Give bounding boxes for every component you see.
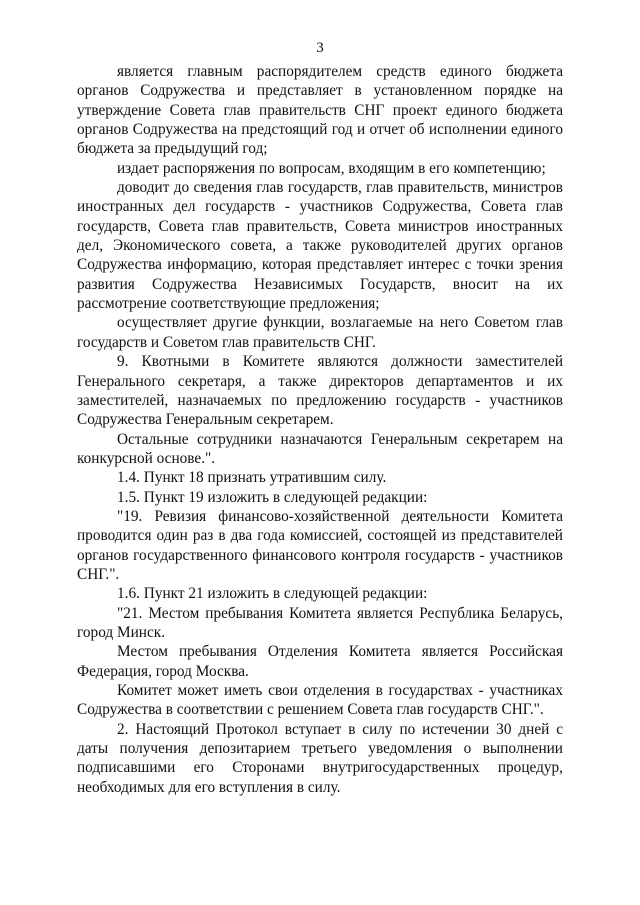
paragraph-budget-manager: является главным распорядителем средств единого бюджета органов Содружества и представляет в установленном порядке на утверждение Совета глав правительств СНГ проект единого бюджета органов Содружества на предстоящий год и отчет об исполнении единого бюджета за предыдущий год; xyxy=(77,63,563,158)
paragraph-informs-heads: доводит до сведения глав государств, глав правительств, министров иностранных дел государств - участников Содружества, Совета глав государств, Совета глав правительств, Совета министров иностранных дел, Экономического совета, а также руководителей других органов Содружества информацию, которая представляет интерес с точки зрения развития Содружества Независимых Государств, вносит на их рассмотрение соответствующие предложения; xyxy=(77,179,563,313)
document-body xyxy=(77,62,563,797)
paragraph-item-21-location: "21. Местом пребывания Комитета является Республика Беларусь, город Минск. xyxy=(77,604,563,641)
paragraph-item-9-quota-positions: 9. Квотными в Комитете являются должности заместителей Генерального секретаря, а также директоров департаментов и их заместителей, назначаемых по предложению государств - участников Содружества Генеральным секретарем. xyxy=(77,353,563,429)
paragraph-entry-into-force: 2. Настоящий Протокол вступает в силу по истечении 30 дней с даты получения депозитарием третьего уведомления о выполнении подписавшими его Сторонами внутригосударственных процедур, необходимых для его вступления в силу. xyxy=(77,720,563,796)
paragraph-1-5: 1.5. Пункт 19 изложить в следующей редакции: xyxy=(117,488,428,506)
paragraph-item-19-audit: "19. Ревизия финансово-хозяйственной деятельности Комитета проводится один раз в два года комиссией, состоящей из представителей органов государственного финансового контроля государств - участников СНГ.". xyxy=(77,507,563,583)
paragraph-1-6: 1.6. Пункт 21 изложить в следующей редакции: xyxy=(117,585,428,603)
page-number: 3 xyxy=(316,40,324,56)
paragraph-issues-orders: издает распоряжения по вопросам, входящим в его компетенцию; xyxy=(117,159,546,177)
paragraph-branch-location: Местом пребывания Отделения Комитета является Российская Федерация, город Москва. xyxy=(77,643,563,680)
paragraph-1-4: 1.4. Пункт 18 признать утратившим силу. xyxy=(117,469,387,487)
paragraph-other-staff: Остальные сотрудники назначаются Генеральным секретарем на конкурсной основе.". xyxy=(77,430,563,467)
paragraph-other-functions: осуществляет другие функции, возлагаемые на него Советом глав государств и Советом глав правительств СНГ. xyxy=(77,314,563,351)
paragraph-branches: Комитет может иметь свои отделения в государствах - участниках Содружества в соответствии с решением Совета глав государств СНГ.". xyxy=(77,682,563,719)
